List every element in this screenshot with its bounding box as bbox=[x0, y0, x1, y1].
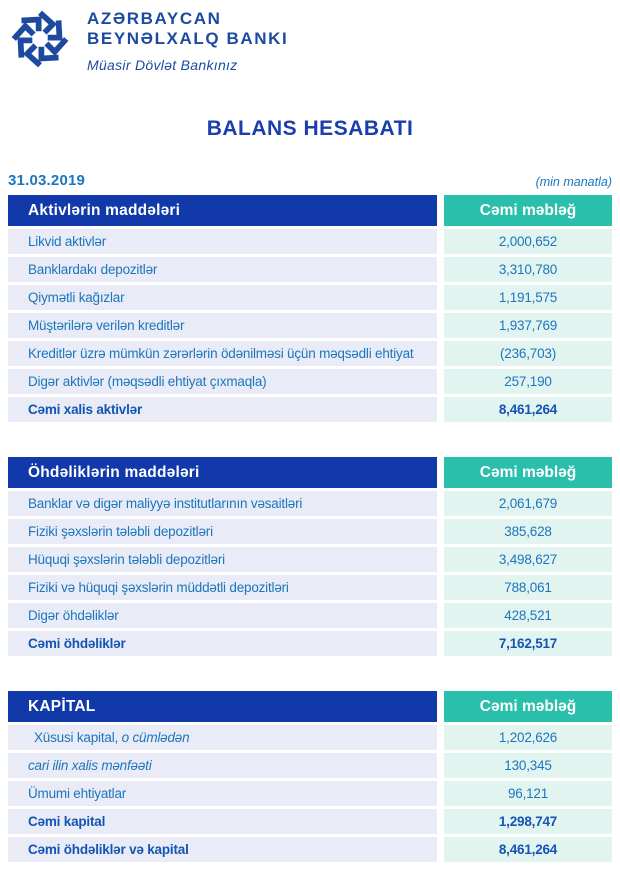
table-row bbox=[8, 725, 612, 750]
liabilities-table-header bbox=[8, 457, 612, 488]
unit-note: (min manatla) bbox=[535, 175, 612, 189]
table-row bbox=[8, 519, 612, 544]
assets-table-header bbox=[8, 195, 612, 226]
row-label: Cəmi xalis aktivlər bbox=[8, 397, 437, 422]
row-label: Xüsusi kapital, o cümlədən bbox=[8, 725, 437, 750]
row-value: 257,190 bbox=[444, 369, 612, 394]
row-value: 1,937,769 bbox=[444, 313, 612, 338]
row-label: Ümumi ehtiyatlar bbox=[8, 781, 437, 806]
capital-rows bbox=[8, 725, 612, 862]
row-value: 385,628 bbox=[444, 519, 612, 544]
table-row bbox=[8, 837, 612, 862]
row-value: 1,191,575 bbox=[444, 285, 612, 310]
row-value: 8,461,264 bbox=[444, 397, 612, 422]
liabilities-header-amount: Cəmi məbləğ bbox=[444, 457, 612, 488]
assets-header-label: Aktivlərin maddələri bbox=[8, 195, 437, 226]
brand-header bbox=[8, 5, 612, 73]
row-label: Banklar və digər maliyyə institutlarının vəsaitləri bbox=[8, 491, 437, 516]
table-row bbox=[8, 809, 612, 834]
row-value: (236,703) bbox=[444, 341, 612, 366]
row-value: 7,162,517 bbox=[444, 631, 612, 656]
table-row bbox=[8, 313, 612, 338]
table-row bbox=[8, 285, 612, 310]
bank-name-line1: AZƏRBAYCAN bbox=[87, 9, 222, 28]
table-row bbox=[8, 547, 612, 572]
liabilities-header-label: Öhdəliklərin maddələri bbox=[8, 457, 437, 488]
bank-tagline: Müasir Dövlət Bankınız bbox=[87, 57, 238, 73]
table-row bbox=[8, 369, 612, 394]
row-value: 96,121 bbox=[444, 781, 612, 806]
row-label: Cəmi öhdəliklər və kapital bbox=[8, 837, 437, 862]
row-label: Fiziki şəxslərin tələbli depozitləri bbox=[8, 519, 437, 544]
row-value: 8,461,264 bbox=[444, 837, 612, 862]
capital-table-header bbox=[8, 691, 612, 722]
liabilities-rows bbox=[8, 491, 612, 656]
row-value: 3,310,780 bbox=[444, 257, 612, 282]
row-label: Kreditlər üzrə mümkün zərərlərin ödənilməsi üçün məqsədli ehtiyat bbox=[8, 341, 437, 366]
row-label: Fiziki və hüquqi şəxslərin müddətli depozitləri bbox=[8, 575, 437, 600]
row-label: Cəmi öhdəliklər bbox=[8, 631, 437, 656]
table-row bbox=[8, 341, 612, 366]
row-value: 1,298,747 bbox=[444, 809, 612, 834]
table-row bbox=[8, 397, 612, 422]
table-row bbox=[8, 603, 612, 628]
row-label: Cəmi kapital bbox=[8, 809, 437, 834]
table-row bbox=[8, 631, 612, 656]
assets-table bbox=[8, 195, 612, 422]
row-value: 428,521 bbox=[444, 603, 612, 628]
assets-rows bbox=[8, 229, 612, 422]
brand-text bbox=[87, 7, 288, 73]
table-row bbox=[8, 753, 612, 778]
assets-header-amount: Cəmi məbləğ bbox=[444, 195, 612, 226]
row-label: Müştərilərə verilən kreditlər bbox=[8, 313, 437, 338]
row-label: Banklardakı depozitlər bbox=[8, 257, 437, 282]
table-row bbox=[8, 257, 612, 282]
page-title: BALANS HESABATI bbox=[206, 117, 414, 140]
capital-header-label: KAPİTAL bbox=[8, 691, 437, 722]
row-label: Hüquqi şəxslərin tələbli depozitləri bbox=[8, 547, 437, 572]
row-value: 2,000,652 bbox=[444, 229, 612, 254]
table-row bbox=[8, 229, 612, 254]
row-label: Digər aktivlər (məqsədli ehtiyat çıxmaqla) bbox=[8, 369, 437, 394]
capital-header-amount: Cəmi məbləğ bbox=[444, 691, 612, 722]
row-label: Likvid aktivlər bbox=[8, 229, 437, 254]
row-value: 788,061 bbox=[444, 575, 612, 600]
meta-row bbox=[8, 172, 612, 189]
table-row bbox=[8, 491, 612, 516]
table-row bbox=[8, 781, 612, 806]
liabilities-table bbox=[8, 457, 612, 656]
row-value: 3,498,627 bbox=[444, 547, 612, 572]
row-label: Qiymətli kağızlar bbox=[8, 285, 437, 310]
row-value: 1,202,626 bbox=[444, 725, 612, 750]
row-label: cari ilin xalis mənfəəti bbox=[8, 753, 437, 778]
row-label: Digər öhdəliklər bbox=[8, 603, 437, 628]
row-value: 2,061,679 bbox=[444, 491, 612, 516]
bank-knot-star-icon bbox=[8, 7, 72, 71]
table-row bbox=[8, 575, 612, 600]
row-value: 130,345 bbox=[444, 753, 612, 778]
report-date: 31.03.2019 bbox=[8, 172, 86, 189]
capital-table bbox=[8, 691, 612, 862]
bank-name-line2: BEYNƏLXALQ BANKI bbox=[87, 29, 289, 48]
